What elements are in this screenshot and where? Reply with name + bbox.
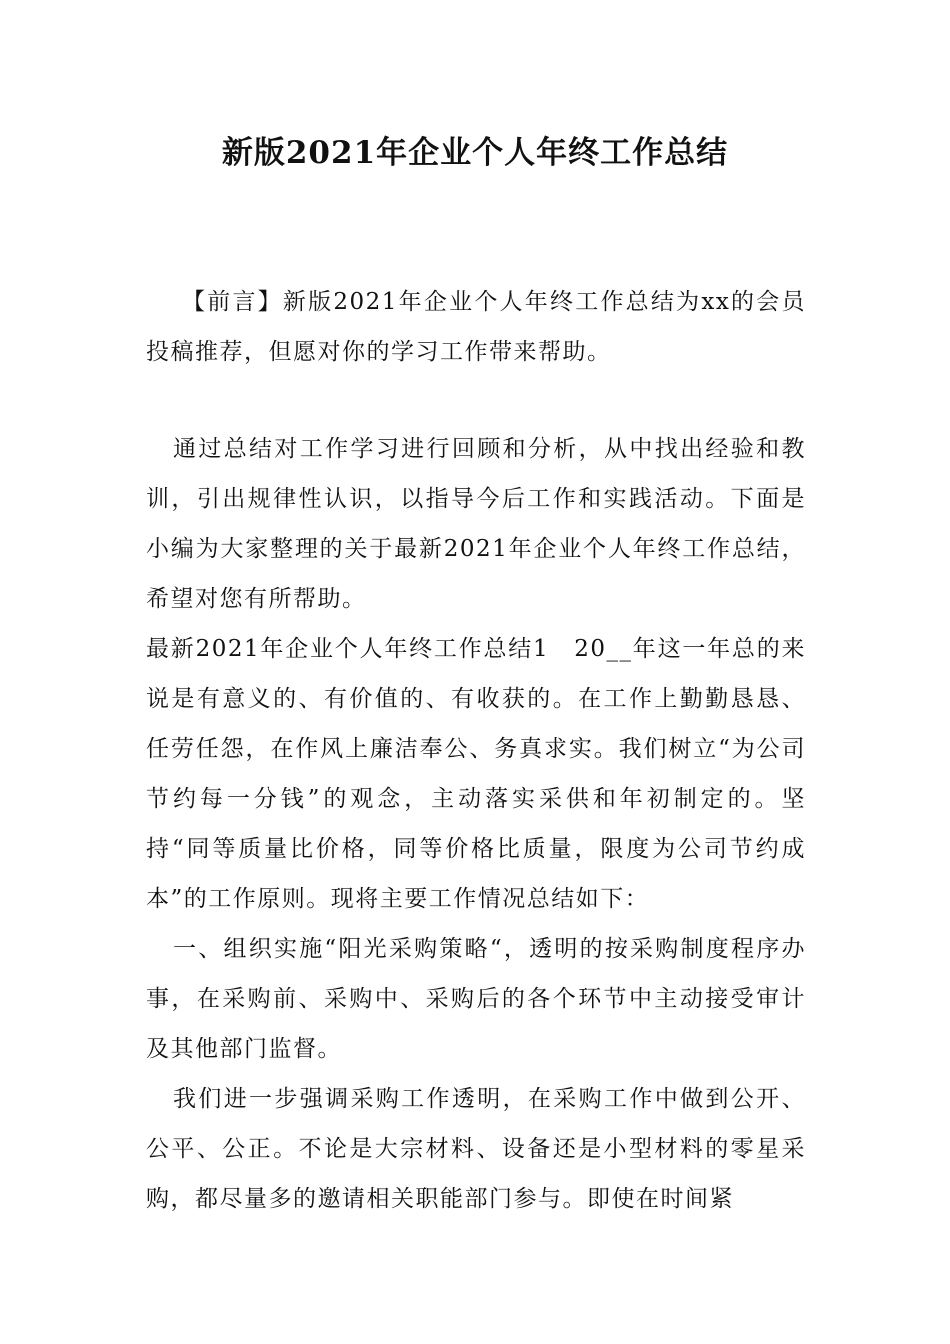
body-paragraph: 一、组织实施“阳光采购策略“，透明的按采购制度程序办事，在采购前、采购中、采购后的各个环节中主动接受审计及其他部门监督。 <box>146 936 806 1062</box>
document-title: 新版2021年企业个人年终工作总结 <box>221 135 729 171</box>
body-paragraph: 我们进一步强调采购工作透明，在采购工作中做到公开、公平、公正。不论是大宗材料、设备还是小型材料的零星采购，都尽量多的邀请相关职能部门参与。即使在时间紧 <box>146 1086 806 1212</box>
body-paragraph: 最新2021年企业个人年终工作总结1 20__年这一年总的来说是有意义的、有价值的、有收获的。在工作上勤勤恳恳、任劳任怨，在作风上廉洁奉公、务真求实。我们树立“为公司节约每一分钱”的观念，主动落实采供和年初制定的。坚持“同等质量比价格，同等价格比质量，限度为公司节约成本”的工作原则。现将主要工作情况总结如下： <box>146 636 806 912</box>
preface-paragraph: 【前言】新版2021年企业个人年终工作总结为xx的会员投稿推荐，但愿对你的学习工作带来帮助。 <box>146 289 806 365</box>
body-paragraph: 通过总结对工作学习进行回顾和分析，从中找出经验和教训，引出规律性认识，以指导今后工作和实践活动。下面是小编为大家整理的关于最新2021年企业个人年终工作总结，希望对您有所帮助。 <box>146 436 806 612</box>
